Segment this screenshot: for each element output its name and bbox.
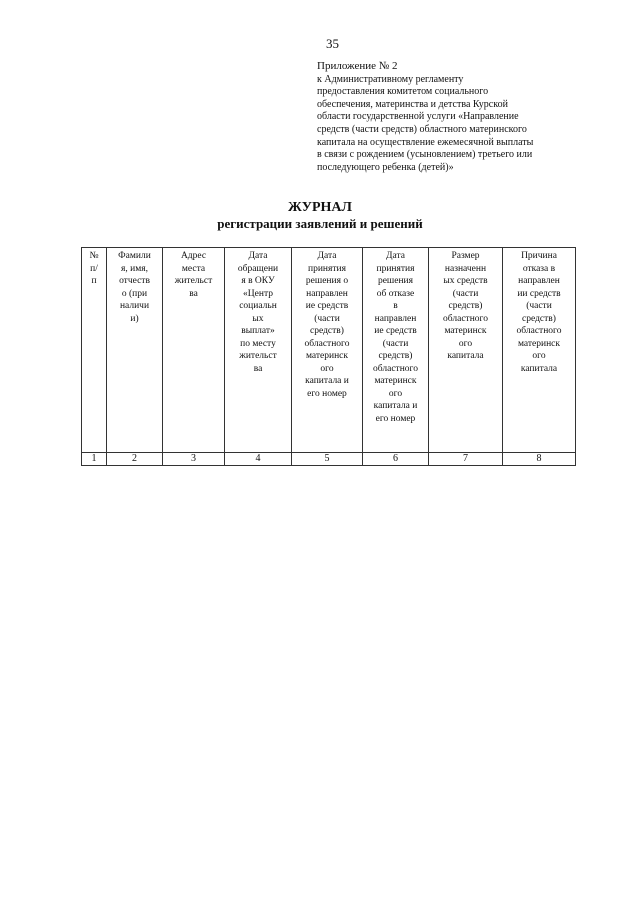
header-line: его номер	[307, 388, 347, 399]
appendix-line: средств (части средств) областного материнского	[317, 123, 527, 135]
header-line: ого	[458, 338, 473, 349]
header-line: материнск	[444, 326, 487, 336]
appendix-line: области государственной услуги «Направление	[317, 111, 519, 123]
column-number: 2	[107, 453, 163, 466]
header-line: ого	[532, 351, 546, 361]
header-line: областного	[443, 313, 488, 324]
header-cell	[82, 248, 107, 453]
journal-title: ЖУРНАЛ	[288, 200, 352, 215]
column-number: 3	[163, 453, 225, 466]
header-line: «Центр	[243, 288, 273, 299]
header-line: в	[393, 301, 398, 311]
header-line: Размер	[451, 251, 480, 261]
header-line: Причина	[521, 251, 557, 261]
header-line: областного	[304, 338, 350, 349]
header-line: выплат»	[241, 326, 275, 336]
header-line: решения о	[305, 276, 349, 286]
header-line: Дата	[317, 251, 337, 261]
header-line: материнск	[374, 376, 417, 386]
header-line: обращени	[237, 263, 279, 274]
column-number-row	[82, 453, 576, 466]
appendix-block	[317, 60, 582, 174]
header-line: №	[89, 251, 99, 261]
appendix-line: капитала на осуществление ежемесячной выплаты	[317, 136, 534, 148]
header-line: его номер	[375, 413, 416, 424]
header-cell	[225, 248, 292, 453]
registration-table	[81, 247, 576, 466]
header-line: Фамили	[118, 251, 151, 261]
header-line: средств)	[310, 326, 344, 336]
column-number: 4	[225, 453, 292, 466]
header-cell	[363, 248, 429, 453]
header-line: ии средств	[517, 288, 561, 299]
header-line: капитала	[520, 363, 558, 374]
header-line: (части	[382, 338, 409, 349]
header-line: направлен	[306, 288, 348, 299]
header-line: решения	[377, 276, 414, 286]
header-line: ие средств	[374, 326, 417, 336]
header-line: Дата	[248, 251, 268, 261]
column-number: 7	[429, 453, 503, 466]
header-line: по месту	[240, 338, 276, 349]
header-line: п	[91, 276, 97, 286]
header-line: ва	[189, 288, 198, 299]
header-cell	[503, 248, 576, 453]
header-line: (части	[452, 288, 479, 299]
header-line: о (при	[121, 288, 148, 299]
header-line: и)	[130, 313, 139, 324]
header-line: капитала	[447, 351, 484, 361]
header-line: ого	[320, 363, 334, 374]
header-line: ого	[388, 388, 403, 399]
header-cell	[163, 248, 225, 453]
header-line: средств)	[378, 351, 413, 361]
header-cell	[292, 248, 363, 453]
header-cell	[429, 248, 503, 453]
header-line: областного	[516, 326, 562, 336]
header-line: ие средств	[305, 301, 349, 311]
header-line: места	[181, 263, 206, 274]
header-line: материнск	[517, 338, 561, 349]
header-line: наличи	[119, 301, 150, 311]
appendix-line: к Административному регламенту	[317, 73, 464, 85]
appendix-line: обеспечения, материнства и детства Курской	[317, 98, 508, 110]
header-line: я в ОКУ	[241, 276, 275, 286]
header-line: средств)	[448, 301, 483, 311]
column-number: 5	[292, 453, 363, 466]
appendix-line: последующего ребенка (детей)»	[317, 161, 454, 173]
header-line: направлен	[374, 313, 417, 324]
column-number: 6	[363, 453, 429, 466]
header-line: ых средств	[443, 276, 488, 286]
header-line: (части	[314, 313, 340, 324]
header-line: отказа в	[522, 263, 556, 274]
header-line: капитала и	[373, 401, 418, 411]
header-line: ва	[253, 363, 263, 374]
header-line: социальн	[239, 301, 277, 311]
header-cell	[107, 248, 163, 453]
header-line: я, имя,	[121, 263, 148, 274]
header-line: средств)	[522, 313, 556, 324]
header-line: Дата	[386, 251, 405, 261]
column-number: 8	[503, 453, 576, 466]
header-line: принятия	[376, 263, 415, 274]
table-header-row	[82, 248, 576, 453]
header-line: областного	[373, 363, 418, 374]
header-line: жительст	[174, 276, 213, 286]
appendix-heading: Приложение № 2	[317, 60, 398, 72]
header-line: направлен	[518, 276, 560, 286]
header-line: п/	[90, 263, 98, 274]
column-number: 1	[82, 453, 107, 466]
header-line: ых	[252, 313, 264, 324]
header-line: принятия	[308, 263, 346, 274]
header-line: (части	[526, 301, 552, 311]
header-line: назначенн	[444, 263, 487, 274]
journal-subtitle: регистрации заявлений и решений	[217, 216, 423, 231]
appendix-line: в связи с рождением (усыновлением) третьего или	[317, 149, 533, 161]
appendix-line: предоставления комитетом социального	[317, 86, 489, 98]
header-line: Адрес	[180, 251, 207, 261]
header-line: об отказе	[376, 288, 415, 299]
page-number: 35	[326, 36, 339, 51]
header-line: материнск	[305, 351, 349, 361]
header-line: капитала и	[305, 376, 349, 386]
header-line: жительст	[239, 351, 277, 361]
header-line: отчеств	[119, 276, 150, 286]
